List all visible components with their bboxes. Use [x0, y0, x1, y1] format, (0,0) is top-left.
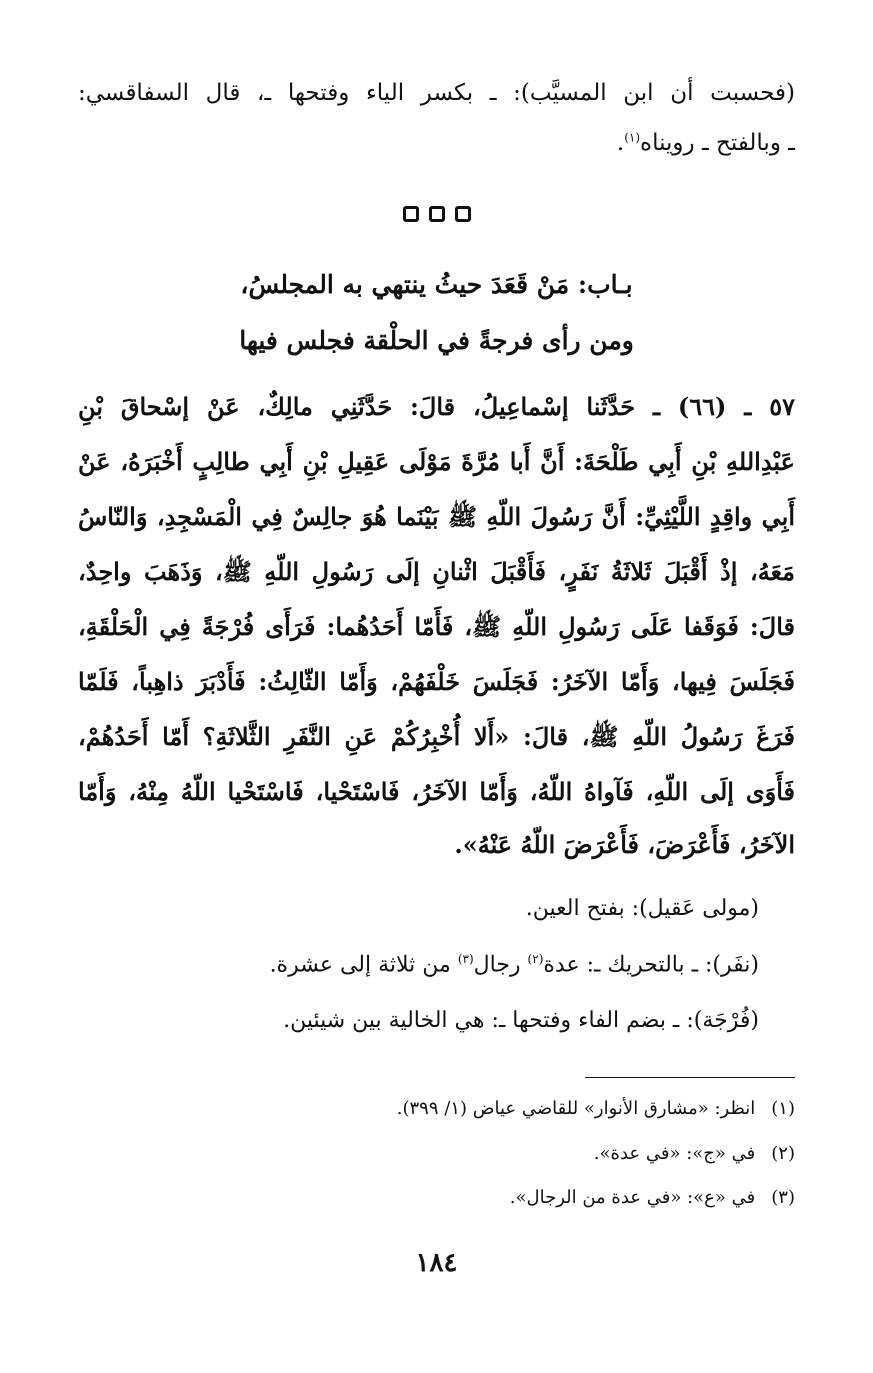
gloss-line-1: (مولى عَقيل): بفتح العين. — [525, 896, 759, 921]
gloss-line-2 — [78, 952, 759, 977]
separator-box-icon — [455, 206, 471, 222]
chapter-label: بـاب: — [577, 270, 633, 299]
book-page — [78, 0, 795, 1373]
hadith-line-9: الآخَرُ، فَأَعْرَضَ، فَأَعْرَضَ اللّهُ عَنْهُ». — [454, 830, 795, 859]
chapter-heading-line-2: ومن رأى فرجةً في الحلْقة فجلس فيها — [239, 326, 634, 355]
hadith-line-7: فَرَغَ رَسُولُ اللّهِ ﷺ، قالَ: «أَلا أُخْبِرُكُمْ عَنِ النَّفَرِ الثَّلاثَةِ؟ أَمّا أَحَدُهُمْ، — [78, 722, 796, 751]
footnote-number: (٢) — [771, 1143, 795, 1164]
hadith-line-3: أَبِي واقِدٍ اللَّيْثِيِّ: أَنَّ رَسُولَ اللّهِ ﷺ بَيْنَما هُوَ جالِسٌ فِي الْمَسْجِدِ، وَالنّاسُ — [78, 502, 795, 531]
separator-box-icon — [429, 206, 445, 222]
intro-line-1: (فحسبت أن ابن المسيَّب): ـ بكسر الياء وفتحها ـ، قال السفاقسي: — [78, 80, 795, 106]
footnote-ref-3: (٣) — [457, 952, 474, 966]
footnote-ref-2: (٢) — [527, 952, 544, 966]
hadith-line-5: قالَ: فَوَقَفا عَلَى رَسُولِ اللّهِ ﷺ، فَأَمّا أَحَدُهُما: فَرَأَى فُرْجَةً فِي الْحَلْقَةِ، — [78, 612, 795, 641]
gloss-line-2-a: (نفَر): ـ بالتحريك ـ: عدة — [543, 952, 759, 978]
gloss-line-2-b: رجال — [473, 952, 528, 978]
footnote-ref-1: (١) — [624, 130, 641, 145]
footnote-text: في «ع»: «في عدة من الرجال». — [509, 1187, 756, 1208]
chapter-heading-line-1 — [78, 270, 795, 299]
footnote-text: في «ج»: «في عدة». — [593, 1143, 756, 1164]
hadith-line-2: عَبْدِاللهِ بْنِ أَبِي طَلْحَةَ: أَنَّ أَبا مُرَّةَ مَوْلَى عَقِيلِ بْنِ أَبِي طالِبٍ أَخْبَرَهُ، عَنْ — [78, 447, 795, 476]
footnote-number: (٣) — [771, 1187, 795, 1208]
footnote-3 — [510, 1187, 795, 1208]
intro-line-2 — [78, 130, 795, 156]
gloss-line-3: (فُرْجَة): ـ بضم الفاء وفتحها ـ: هي الخالية بين شيئين. — [283, 1008, 759, 1033]
footnote-1 — [397, 1098, 795, 1119]
footnote-text: انظر: «مشارق الأنوار» للقاضي عياض (١/ ٣٩٩). — [396, 1098, 756, 1119]
hadith-line-4: مَعَهُ، إذْ أَقْبَلَ ثَلاثَةُ نَفَرٍ، فَأَقْبَلَ اثْنانِ إلَى رَسُولِ اللّهِ ﷺ، وَذَهَبَ واحِدٌ، — [78, 557, 795, 586]
footnote-divider — [585, 1077, 795, 1078]
chapter-title-1: مَنْ قَعَدَ حيثُ ينتهي به المجلسُ، — [240, 270, 570, 299]
section-separator — [78, 206, 795, 222]
intro-line-2-text: ـ وبالفتح ـ رويناه — [640, 130, 795, 156]
gloss-line-2-c: من ثلاثة إلى عشرة. — [269, 952, 458, 978]
hadith-line-8: فَأَوَى إلَى اللّهِ، فَآواهُ اللّهُ، وَأَمّا الآخَرُ، فَاسْتَحْيا، فَاسْتَحْيا اللّهُ مِنْهُ، وَأَمّا — [78, 777, 795, 806]
page-number: ١٨٤ — [415, 1248, 458, 1278]
hadith-line-6: فَجَلَسَ فِيها، وَأَمّا الآخَرُ: فَجَلَسَ خَلْفَهُمْ، وَأَمّا الثّالِثُ: فَأَدْبَرَ ذاهِباً، فَلَمّا — [78, 667, 795, 696]
intro-line-2-end: . — [616, 130, 625, 156]
footnote-number: (١) — [771, 1098, 795, 1119]
hadith-line-1: ٥٧ ـ (٦٦) ـ حَدَّثَنا إسْماعِيلُ، قالَ: حَدَّثَنِي مالِكٌ، عَنْ إسْحاقَ بْنِ — [78, 392, 795, 421]
footnote-2 — [594, 1143, 795, 1164]
separator-box-icon — [403, 206, 419, 222]
